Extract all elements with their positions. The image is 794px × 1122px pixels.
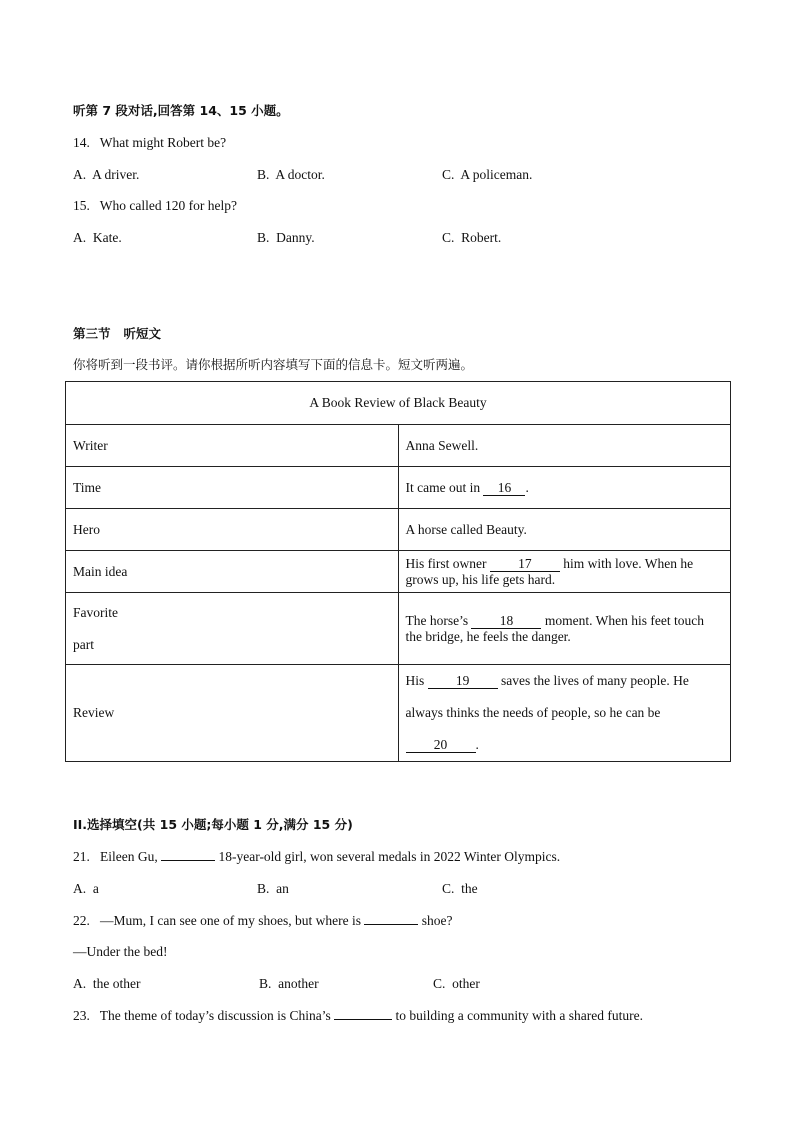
q14-option-c [442, 166, 532, 184]
answer-blank-20[interactable]: 20 [406, 738, 476, 753]
text: saves the lives of many people. He always thinks the needs of people, so he can be [405, 673, 689, 720]
text: His [405, 673, 425, 688]
text: . [525, 479, 529, 495]
row-content [398, 467, 731, 509]
text: moment. When his feet touch the bridge, he feels the danger. [405, 612, 704, 644]
option-text: A policeman. [460, 167, 533, 182]
option-text: another [278, 976, 319, 991]
question-text: Who called 120 for help? [99, 198, 237, 213]
option-letter: C. [442, 167, 455, 182]
label-line: Favorite [73, 604, 118, 620]
text: The horse’s [405, 612, 469, 628]
q15-option-c [442, 229, 501, 247]
section3-instruction: 你将听到一段书评。请你根据所听内容填写下面的信息卡。短文听两遍。 [73, 357, 474, 372]
q21-option-b [257, 880, 289, 898]
answer-blank-21[interactable] [161, 860, 215, 861]
row-label: Review [66, 665, 399, 762]
answer-blank-16[interactable]: 16 [483, 481, 525, 496]
answer-blank-22[interactable] [364, 924, 418, 925]
table-row [66, 551, 731, 593]
option-text: the other [92, 976, 141, 991]
option-letter: A. [73, 881, 87, 896]
option-text: a [92, 881, 99, 896]
question-text: The theme of today’s discussion is China’s [99, 1008, 331, 1023]
option-text: other [452, 976, 480, 991]
q22-option-c [433, 975, 480, 993]
table-row [66, 425, 731, 467]
q21-option-a [73, 880, 99, 898]
q21-option-c [442, 880, 478, 898]
option-letter: A. [73, 976, 87, 991]
option-letter: B. [259, 976, 272, 991]
label-line: part [73, 636, 94, 652]
table-row [66, 665, 731, 762]
option-letter: B. [257, 230, 270, 245]
answer-blank-18[interactable]: 18 [471, 614, 541, 629]
answer-blank-17[interactable]: 17 [490, 557, 560, 572]
option-letter: A. [73, 167, 87, 182]
option-letter: A. [73, 230, 87, 245]
dialog7-heading: 听第 7 段对话,回答第 14、15 小题。 [73, 103, 289, 118]
option-text: A driver. [92, 167, 140, 182]
row-content: A horse called Beauty. [398, 509, 731, 551]
book-review-table [65, 381, 731, 762]
row-content [398, 593, 731, 665]
part2-heading: II.选择填空(共 15 小题;每小题 1 分,满分 15 分) [73, 817, 353, 832]
q22-option-b [259, 975, 319, 993]
question-number: 15. [73, 198, 90, 213]
option-text: Robert. [461, 230, 502, 245]
question-text: Eileen Gu, [100, 849, 158, 864]
option-letter: C. [442, 230, 455, 245]
question-15 [73, 197, 237, 215]
row-label: Main idea [66, 551, 399, 593]
question-number: 21. [73, 849, 90, 864]
question-text: What might Robert be? [99, 135, 227, 150]
option-text: Kate. [92, 230, 122, 245]
section3-heading: 第三节 听短文 [73, 326, 162, 341]
question-text: to building a community with a shared future. [395, 1008, 643, 1023]
q15-option-a [73, 229, 122, 247]
table-row [66, 467, 731, 509]
q14-option-a [73, 166, 139, 184]
row-label: Writer [66, 425, 399, 467]
table-row [66, 593, 731, 665]
option-text: Danny. [276, 230, 315, 245]
row-label: Hero [66, 509, 399, 551]
text: him with love. When he grows up, his life gets hard. [405, 555, 694, 587]
text: It came out in [405, 479, 481, 495]
answer-blank-19[interactable]: 19 [428, 674, 498, 689]
row-content: Anna Sewell. [398, 425, 731, 467]
row-content [398, 665, 731, 762]
option-text: the [461, 881, 478, 896]
question-number: 14. [73, 135, 90, 150]
q22-reply: —Under the bed! [73, 944, 168, 959]
option-text: A doctor. [275, 167, 325, 182]
question-text: shoe? [421, 913, 453, 928]
text: His first owner [405, 555, 487, 571]
option-letter: C. [433, 976, 446, 991]
text: . [475, 737, 479, 752]
question-number: 23. [73, 1008, 90, 1023]
question-14 [73, 134, 226, 152]
row-label: Time [66, 467, 399, 509]
q15-option-b [257, 229, 315, 247]
option-letter: B. [257, 881, 270, 896]
question-21 [73, 848, 560, 866]
row-content [398, 551, 731, 593]
table-title: A Book Review of Black Beauty [66, 382, 731, 425]
option-letter: C. [442, 881, 455, 896]
option-text: an [276, 881, 289, 896]
row-label [66, 593, 399, 665]
option-letter: B. [257, 167, 270, 182]
table-row [66, 509, 731, 551]
question-text: —Mum, I can see one of my shoes, but where is [100, 913, 361, 928]
q14-option-b [257, 166, 325, 184]
question-number: 22. [73, 913, 90, 928]
question-22 [73, 912, 452, 930]
q22-option-a [73, 975, 140, 993]
question-23 [73, 1007, 643, 1025]
question-text: 18-year-old girl, won several medals in 2022 Winter Olympics. [218, 849, 561, 864]
answer-blank-23[interactable] [334, 1019, 392, 1020]
